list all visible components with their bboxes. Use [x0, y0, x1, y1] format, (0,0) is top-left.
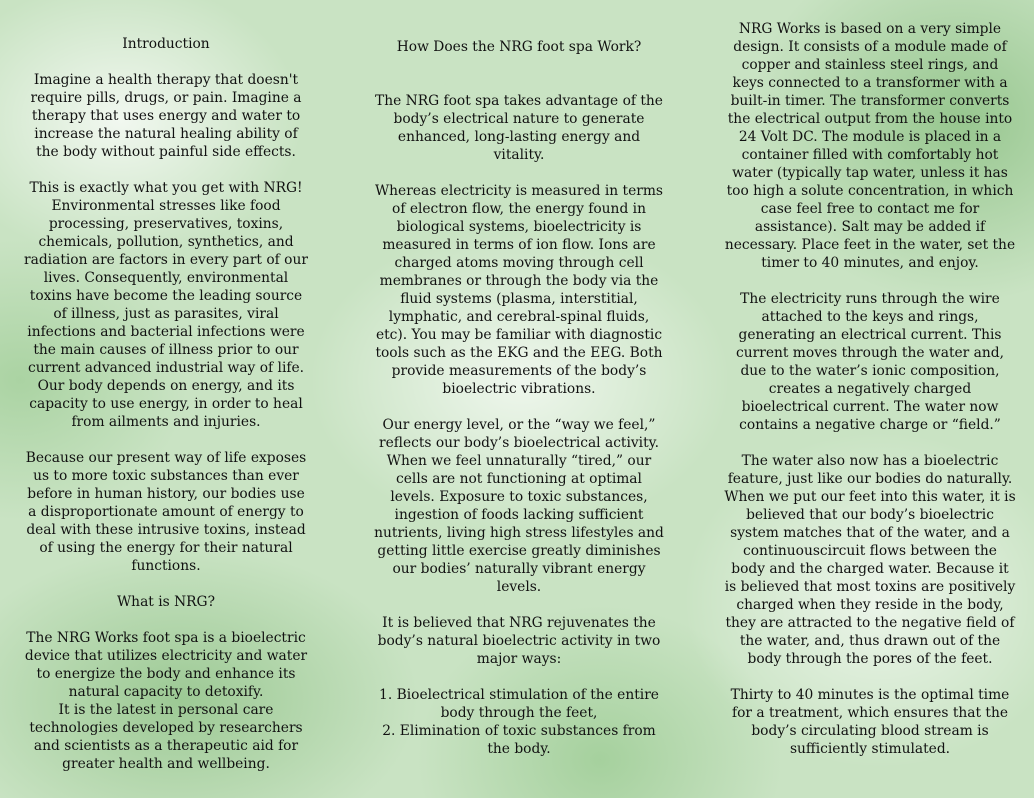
what-is-paragraph-2: It is the latest in personal care technologies developed by researchers and scientists as a therapeutic aid for greater health and wellbeing.	[29, 702, 303, 772]
what-is-paragraph-1: The NRG Works foot spa is a bioelectric device that utilizes electricity and water to energize the body and enhance its natural capacity to detoxify.	[24, 630, 308, 700]
design-paragraph-2: The electricity runs through the wire attached to the keys and rings, generating an electrical current. This current moves through the water and, due to the water’s ionic composition, creates a negatively charged bioelectrical current. The water now contains a negative charge or “field.”	[736, 291, 1004, 433]
column-introduction	[22, 35, 310, 773]
what-is-nrg-heading: What is NRG?	[117, 594, 215, 610]
introduction-heading: Introduction	[122, 36, 210, 52]
how-paragraph-2: Whereas electricity is measured in terms of electron flow, the energy found in biological systems, bioelectricity is measured in terms of ion flow. Ions are charged atoms moving through cell membranes or through the body via the fluid systems (plasma, interstitial, lymphatic, and cerebral-spinal fluids, etc). You may be familiar with diagnostic tools such as the EKG and the EEG. Both provide measurements of the body’s bioelectric vibrations.	[374, 183, 664, 397]
list-item-1: 1. Bioelectrical stimulation of the entire body through the feet,	[379, 687, 659, 721]
how-paragraph-1: The NRG foot spa takes advantage of the body’s electrical nature to generate enhanced, long-lasting energy and vitality.	[375, 93, 663, 163]
design-paragraph-4: Thirty to 40 minutes is the optimal time for a treatment, which ensures that the body’s circulating blood stream is sufficiently stimulated.	[730, 687, 1010, 757]
list-item-2: 2. Elimination of toxic substances from the body.	[382, 723, 656, 757]
design-paragraph-1: NRG Works is based on a very simple design. It consists of a module made of copper and stainless steel rings, and keys connected to a transformer with a built-in timer. The transformer converts the electrical output from the house into 24 Volt DC. The module is placed in a container filled with comfortably hot water (typically tap water, unless it has too high a solute concentration, in which case feel free to contact me for assistance). Salt may be added if necessary. Place feet in the water, set the timer to 40 minutes, and enjoy.	[724, 21, 1016, 271]
design-paragraph-3: The water also now has a bioelectric feature, just like our bodies do naturally. When we put our feet into this water, it is believed that our body’s bioelectric system matches that of the water, and a continuouscircuit flows between the body and the charged water. Because it is believed that most toxins are positively charged when they reside in the body, they are attracted to the negative field of the water, and, thus drawn out of the body through the pores of the feet.	[724, 453, 1016, 667]
intro-paragraph-1: Imagine a health therapy that doesn't require pills, drugs, or pain. Imagine a therapy that uses energy and water to increase the natural healing ability of the body without painful side effects.	[30, 72, 302, 160]
intro-paragraph-3: Because our present way of life exposes us to more toxic substances than ever before in human history, our bodies use a disproportionate amount of energy to deal with these intrusive toxins, instead of using the energy for their natural functions.	[25, 450, 307, 574]
intro-paragraph-2: This is exactly what you get with NRG! Environmental stresses like food processing, preservatives, toxins, chemicals, pollution, synthetics, and radiation are factors in every part of our lives. Consequently, environmental toxins have become the leading source of illness, just as parasites, viral infections and bacterial infections were the main causes of illness prior to our current advanced industrial way of life. Our body depends on energy, and its capacity to use energy, in order to heal from ailments and injuries.	[24, 180, 308, 430]
how-paragraph-3: Our energy level, or the “way we feel,” reflects our body’s bioelectrical activity. When we feel unnaturally “tired,” our cells are not functioning at optimal levels. Exposure to toxic substances, ingestion of foods lacking sufficient nutrients, living high stress lifestyles and getting little exercise greatly diminishes our bodies’ naturally vibrant energy levels.	[374, 417, 664, 595]
how-paragraph-4: It is believed that NRG rejuvenates the body’s natural bioelectric activity in two major ways:	[377, 615, 661, 667]
how-heading: How Does the NRG foot spa Work?	[396, 39, 642, 55]
column-how-it-works	[374, 38, 664, 758]
column-design	[724, 20, 1016, 758]
